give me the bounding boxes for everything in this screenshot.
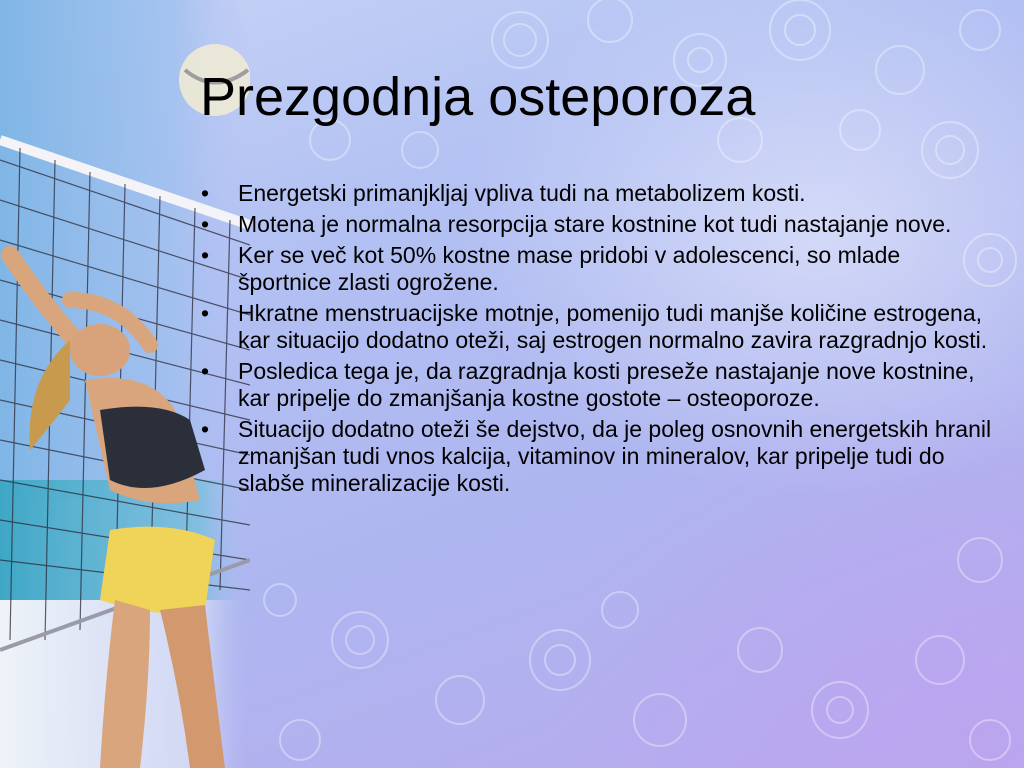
- bullet-icon: •: [201, 242, 210, 268]
- bullet-icon: •: [201, 358, 210, 384]
- list-item-text: Ker se več kot 50% kostne mase pridobi v adolescenci, so mlade športnice zlasti ogrožene.: [238, 242, 901, 295]
- bullet-icon: •: [201, 416, 210, 442]
- list-item-text: Situacijo dodatno oteži še dejstvo, da je poleg osnovnih energetskih hranil zmanjšan tudi vnos kalcija, vitaminov in mineralov, kar pripelje tudi do slabše mineralizacije kosti.: [238, 416, 992, 496]
- bullet-icon: •: [201, 300, 210, 326]
- slide-title: Prezgodnja osteporoza: [200, 67, 756, 127]
- list-item-text: Hkratne menstruacijske motnje, pomenijo tudi manjše količine estrogena, kar situacijo dodatno oteži, saj estrogen normalno zavira razgradnjo kosti.: [238, 300, 988, 353]
- list-item: [198, 300, 998, 354]
- bullet-icon: •: [201, 180, 210, 206]
- list-item: [198, 180, 998, 207]
- list-item: [198, 416, 998, 497]
- list-item: [198, 242, 998, 296]
- bullet-list: [198, 180, 998, 501]
- list-item-text: Energetski primanjkljaj vpliva tudi na metabolizem kosti.: [238, 180, 806, 206]
- list-item: [198, 358, 998, 412]
- list-item-text: Posledica tega je, da razgradnja kosti preseže nastajanje nove kostnine, kar pripelje do zmanjšanja kostne gostote – osteoporoze.: [238, 358, 975, 411]
- bullet-icon: •: [201, 211, 210, 237]
- list-item-text: Motena je normalna resorpcija stare kostnine kot tudi nastajanje nove.: [238, 211, 952, 237]
- list-item: [198, 211, 998, 238]
